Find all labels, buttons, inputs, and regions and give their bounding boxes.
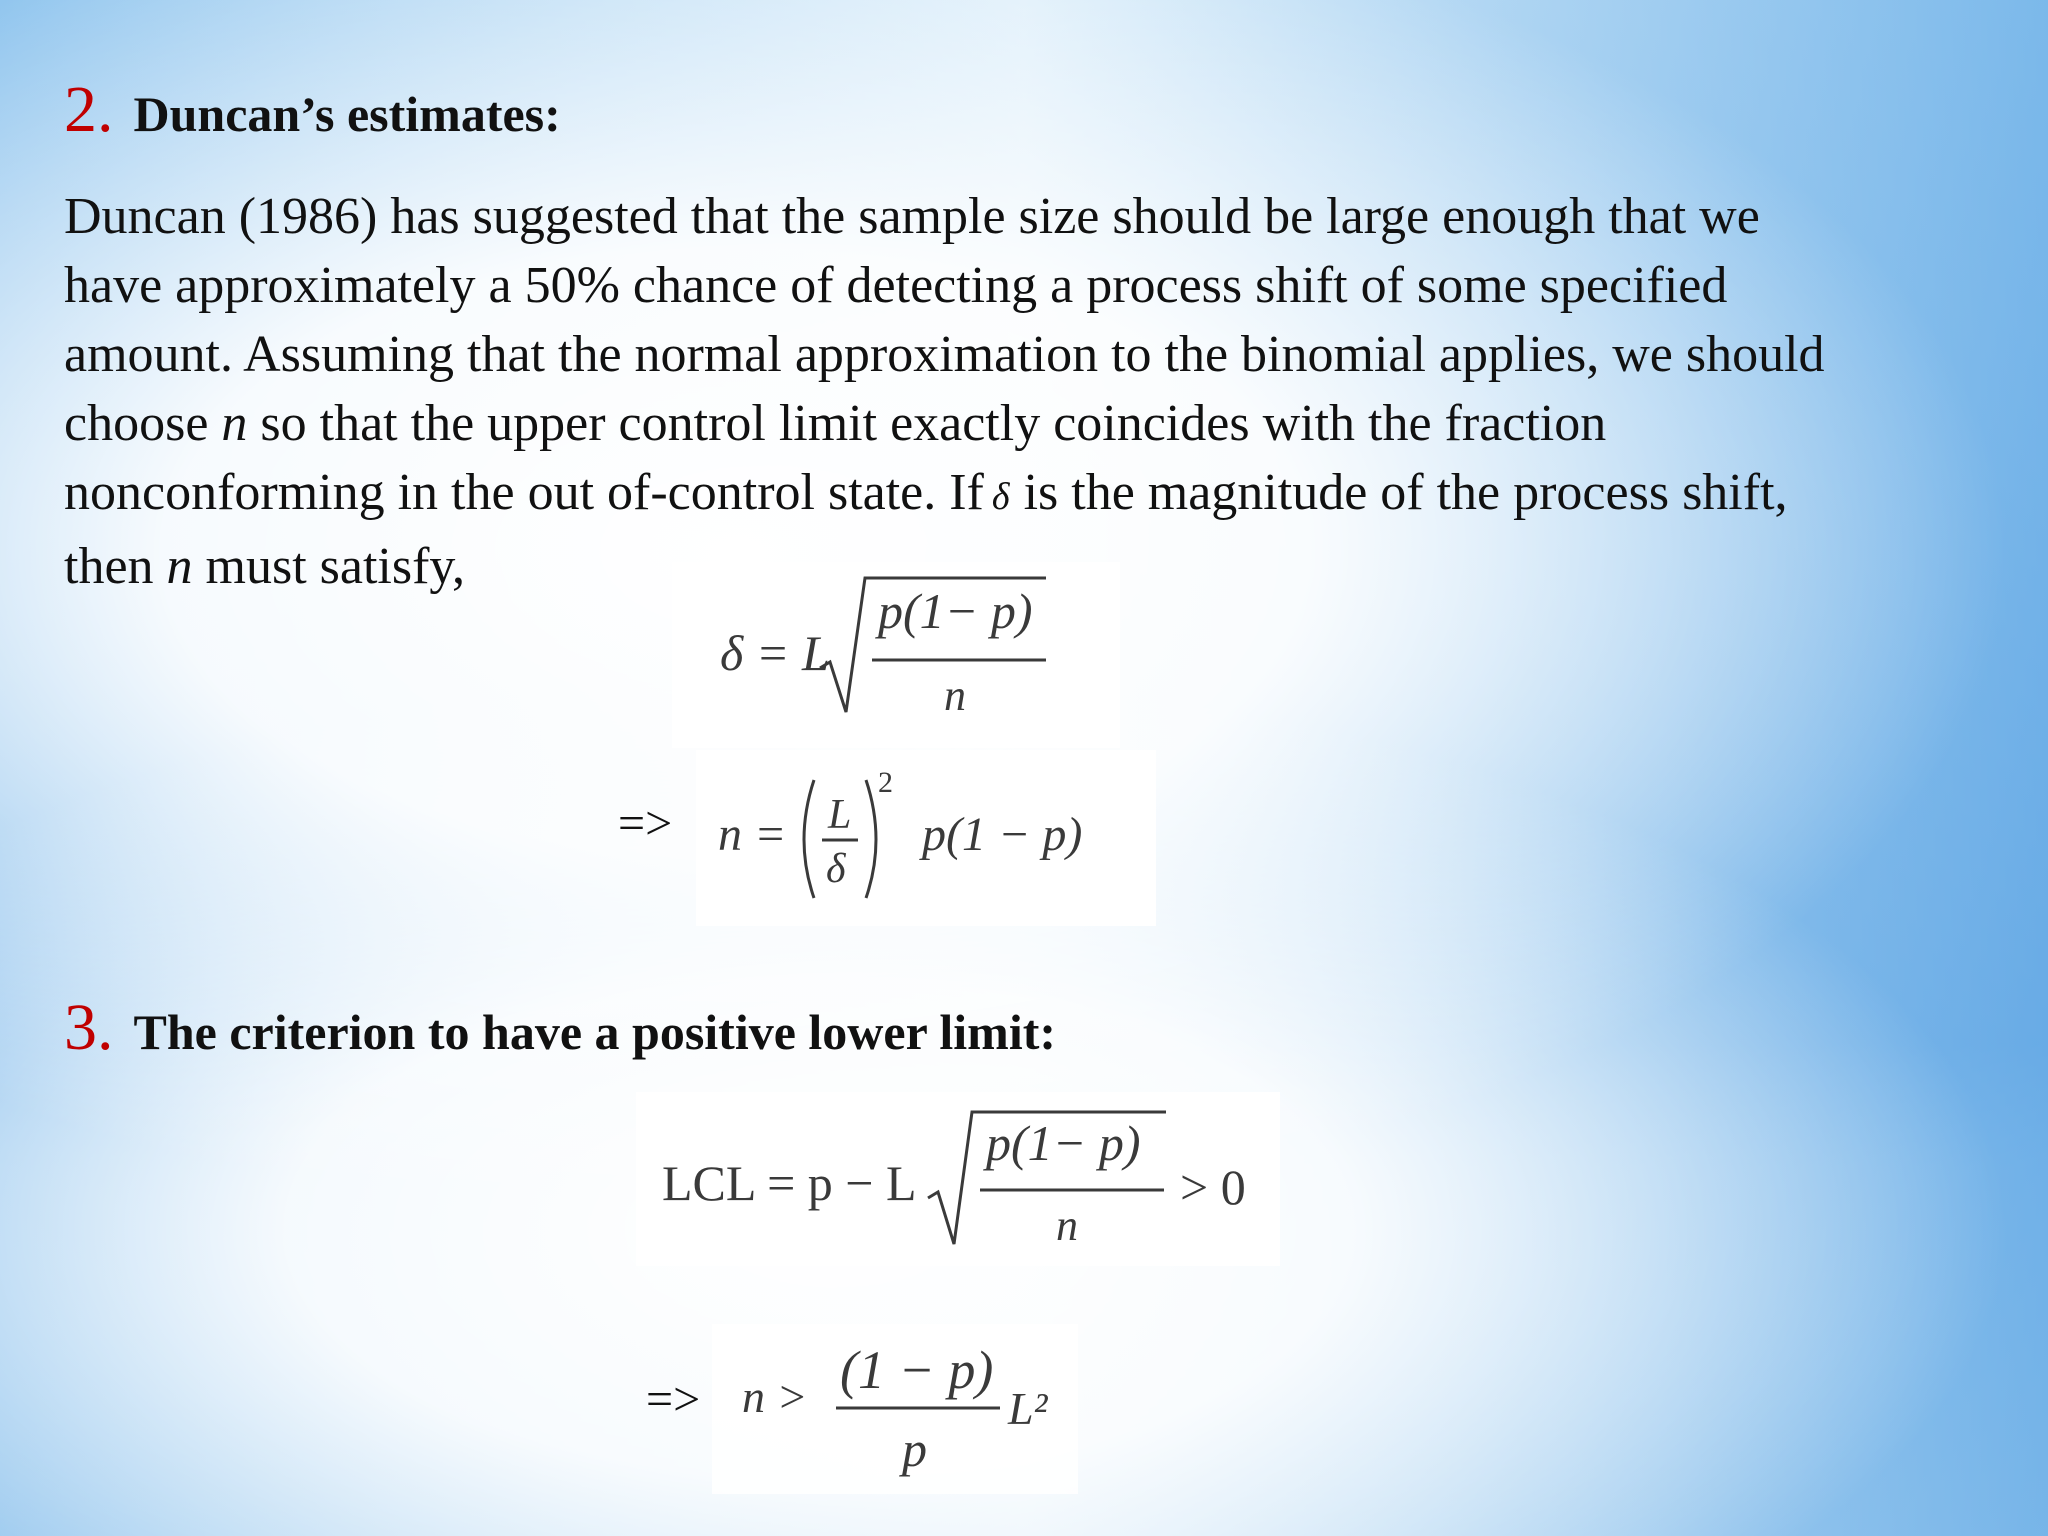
formula-1-numerator: p(1− p) bbox=[878, 583, 1033, 639]
formula-2-lhs: n = bbox=[718, 808, 787, 861]
variable-n: n bbox=[221, 395, 248, 452]
implies-arrow-2: => bbox=[646, 1373, 701, 1426]
formula-1-lhs: δ = L bbox=[720, 625, 830, 681]
formula-2-box bbox=[696, 750, 1156, 926]
duncan-paragraph bbox=[64, 182, 2014, 601]
formula-1-denominator: n bbox=[944, 671, 966, 720]
formula-3-box bbox=[636, 1092, 1280, 1266]
paragraph-text: so that the upper control limit exactly coincides with the fraction bbox=[247, 395, 1607, 452]
formula-2-frac-num: L bbox=[828, 792, 852, 838]
formula-1-box bbox=[672, 562, 1120, 748]
formula-3-denominator: n bbox=[1056, 1201, 1078, 1250]
formula-4-denominator: p bbox=[902, 1421, 927, 1477]
paragraph-line-4 bbox=[64, 389, 2014, 458]
right-paren bbox=[866, 780, 876, 898]
formula-4-numerator: (1 − p) bbox=[840, 1340, 994, 1400]
section-2-title: Duncan’s estimates: bbox=[133, 86, 561, 142]
variable-n: n bbox=[166, 538, 193, 595]
paragraph-line-5 bbox=[64, 458, 2014, 532]
paragraph-line-1: Duncan (1986) has suggested that the sample size should be large enough that we bbox=[64, 188, 1760, 245]
paragraph-text: choose bbox=[64, 395, 222, 452]
formula-2-exponent: 2 bbox=[878, 766, 893, 799]
paragraph-line-2: have approximately a 50% chance of detecting a process shift of some specified bbox=[64, 257, 1728, 314]
section-3-title: The criterion to have a positive lower limit: bbox=[133, 1004, 1057, 1060]
variable-delta: δ bbox=[991, 476, 1010, 518]
formula-1 bbox=[672, 562, 1120, 748]
section-2-heading bbox=[64, 72, 561, 148]
formula-4-box bbox=[712, 1324, 1078, 1494]
formula-4-lhs: n > bbox=[742, 1371, 808, 1422]
formula-2-rhs: p(1 − p) bbox=[922, 808, 1083, 861]
left-paren bbox=[804, 780, 814, 898]
paragraph-text: then bbox=[64, 538, 167, 595]
paragraph-text: nonconforming in the out of-control state. If bbox=[64, 464, 984, 521]
formula-2 bbox=[696, 750, 1156, 926]
formula-3 bbox=[636, 1092, 1280, 1266]
section-3-number: 3. bbox=[64, 991, 114, 1064]
formula-2-frac-den: δ bbox=[826, 846, 846, 892]
formula-3-numerator: p(1− p) bbox=[986, 1115, 1141, 1171]
formula-3-rhs: > 0 bbox=[1180, 1159, 1246, 1215]
formula-4 bbox=[712, 1324, 1078, 1494]
section-3-heading bbox=[64, 990, 1056, 1066]
paragraph-text: must satisfy, bbox=[192, 538, 466, 595]
formula-3-lhs: LCL = p − L bbox=[662, 1155, 917, 1211]
formula-4-rhs: L² bbox=[1008, 1383, 1048, 1434]
paragraph-text: is the magnitude of the process shift, bbox=[1023, 464, 1788, 521]
paragraph-line-3: amount. Assuming that the normal approximation to the binomial applies, we should bbox=[64, 326, 1825, 383]
section-2-number: 2. bbox=[64, 73, 114, 146]
implies-arrow-1: => bbox=[618, 797, 673, 850]
